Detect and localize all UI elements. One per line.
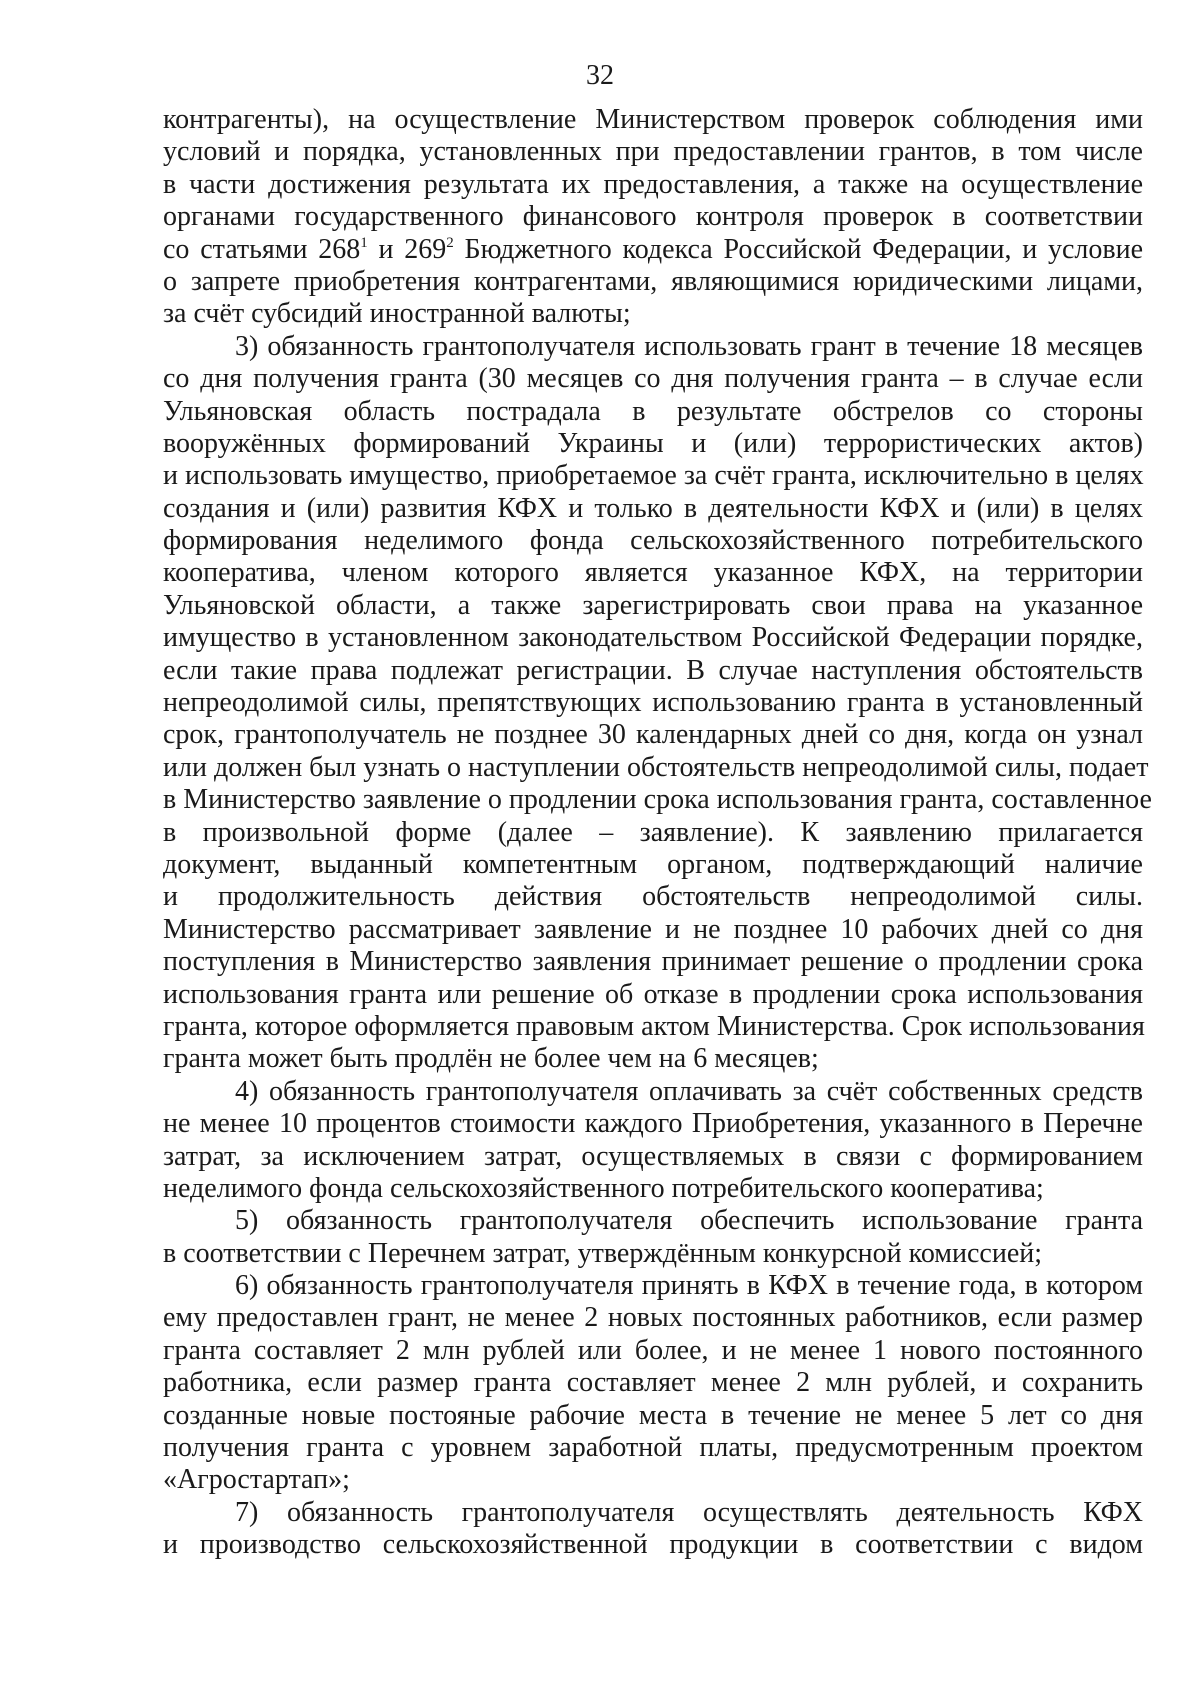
text-line: затрат, за исключением затрат, осуществляемых в связи с формированием [163,1140,1143,1172]
text-line [163,234,1143,266]
text-line: гранта составляет 2 млн рублей или более, и не менее 1 нового постоянного [163,1334,1143,1366]
text-line: и продолжительность действия обстоятельств непреодолимой силы. [163,881,1143,913]
text-line: если такие права подлежат регистрации. В случае наступления обстоятельств [163,654,1143,686]
text-line: создания и (или) развития КФХ и только в деятельности КФХ и (или) в целях [163,492,1143,524]
text-line: гранта может быть продлён не более чем на 6 месяцев; [163,1043,819,1075]
text-line: в произвольной форме (далее – заявление). К заявлению прилагается [163,816,1143,848]
text-line: неделимого фонда сельскохозяйственного потребительского кооператива; [163,1172,1044,1204]
text-line: условий и порядка, установленных при предоставлении грантов, в том числе [163,136,1143,168]
text-line: документ, выданный компетентным органом, подтверждающий наличие [163,848,1143,880]
text-line: контрагенты), на осуществление Министерством проверок соблюдения ими [163,104,1143,135]
text-line: 3) обязанность грантополучателя использовать грант в течение 18 месяцев [235,330,1143,362]
text-line: поступления в Министерство заявления принимает решение о продлении срока [163,946,1143,978]
text-line: со дня получения гранта (30 месяцев со дня получения гранта – в случае если [163,363,1143,395]
text-line: и производство сельскохозяйственной продукции в соответствии с видом [163,1529,1143,1561]
text-line: Ульяновская область пострадала в результате обстрелов со стороны [163,395,1143,427]
text-line: вооружённых формирований Украины и (или) террористических актов) [163,427,1143,459]
text-line: 6) обязанность грантополучателя принять в КФХ в течение года, в котором [235,1270,1143,1302]
document-body [163,104,1152,1562]
text-line: использования гранта или решение об отказе в продлении срока использования [163,978,1143,1010]
text-line: ему предоставлен грант, не менее 2 новых постоянных работников, если размер [163,1302,1143,1334]
text-line: о запрете приобретения контрагентами, являющимися юридическими лицами, [163,265,1143,297]
text-line: работника, если размер гранта составляет менее 2 млн рублей, и сохранить [163,1367,1143,1399]
text-line: 5) обязанность грантополучателя обеспечить использование гранта [235,1205,1143,1237]
text-line: формирования неделимого фонда сельскохозяйственного потребительского [163,525,1143,557]
text-line: 7) обязанность грантополучателя осуществлять деятельность КФХ [235,1496,1143,1528]
superscript: 2 [446,234,454,251]
text-line: кооператива, членом которого является указанное КФХ, на территории [163,557,1143,589]
superscript: 1 [360,234,368,251]
text-segment: Бюджетного кодекса Российской Федерации, и условие [453,233,1143,265]
text-line: Ульяновской области, а также зарегистрировать свои права на указанное [163,589,1143,621]
text-segment: и 269 [367,233,447,265]
text-line: 4) обязанность грантополучателя оплачивать за счёт собственных средств [235,1075,1143,1107]
text-line: или должен был узнать о наступлении обстоятельств непреодолимой силы, подает [163,751,1149,783]
text-line: за счёт субсидий иностранной валюты; [163,298,631,330]
text-line: «Агростартап»; [163,1464,350,1496]
text-line: непреодолимой силы, препятствующих использованию гранта в установленный [163,687,1143,719]
text-line: Министерство рассматривает заявление и не позднее 10 рабочих дней со дня [163,913,1143,945]
text-line: гранта, которое оформляется правовым актом Министерства. Срок использования [163,1010,1145,1042]
text-line: получения гранта с уровнем заработной платы, предусмотренным проектом [163,1432,1143,1464]
page-number: 32 [586,60,614,91]
text-line: в соответствии с Перечнем затрат, утверждённым конкурсной комиссией; [163,1237,1043,1269]
text-line: и использовать имущество, приобретаемое за счёт гранта, исключительно в целях [163,460,1144,492]
text-line: органами государственного финансового контроля проверок в соответствии [163,201,1143,233]
text-line: в Министерство заявление о продлении срока использования гранта, составленное [163,784,1152,816]
text-line: не менее 10 процентов стоимости каждого Приобретения, указанного в Перечне [163,1108,1143,1140]
text-line: имущество в установленном законодательством Российской Федерации порядке, [163,622,1143,654]
text-line: в части достижения результата их предоставления, а также на осуществление [163,168,1143,200]
text-segment: со статьями 268 [163,233,361,265]
text-line: созданные новые постояные рабочие места в течение не менее 5 лет со дня [163,1399,1143,1431]
text-line: срок, грантополучатель не позднее 30 календарных дней со дня, когда он узнал [163,719,1143,751]
